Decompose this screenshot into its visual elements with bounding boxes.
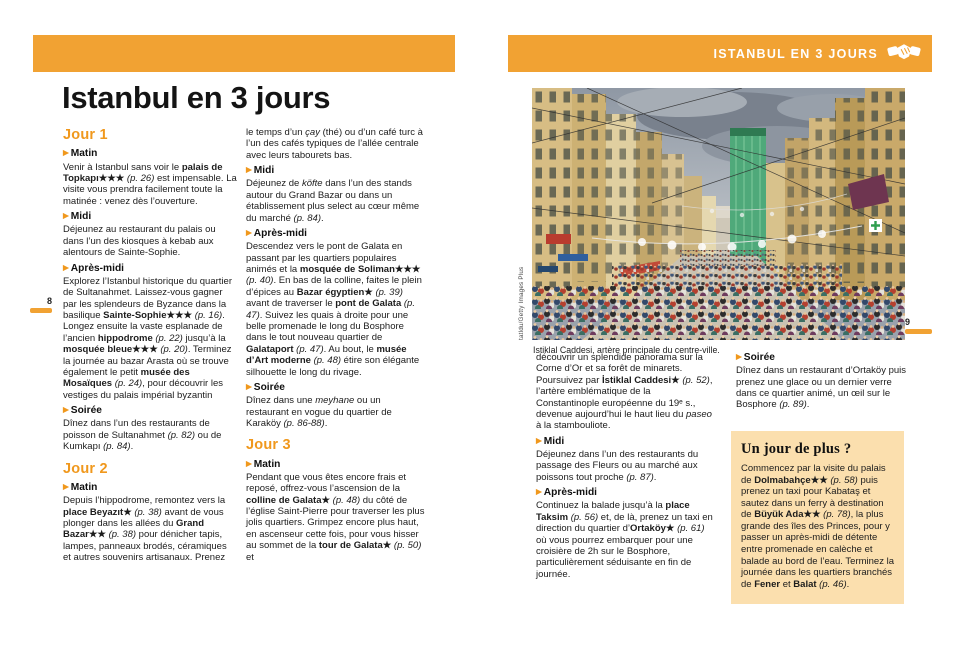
left-page-column-2 — [246, 127, 426, 565]
day-heading: Jour 3 — [246, 437, 291, 454]
triangle-bullet-icon: ▶ — [63, 211, 69, 221]
page-number-left — [30, 296, 52, 313]
itinerary-paragraph: Dînez dans un restaurant d’Ortaköy puis prenez une glace ou un dernier verre dans ce quartier animé, un œil sur le Bosphore (p. 89). — [736, 365, 907, 411]
page-number-right-value: 9 — [905, 317, 911, 327]
day-heading: Jour 2 — [63, 460, 108, 477]
time-slot-heading — [246, 228, 426, 240]
time-slot-label: Après-midi — [70, 262, 124, 274]
handshake-icon — [887, 40, 921, 68]
page-number-left-value: 8 — [46, 296, 52, 306]
triangle-bullet-icon: ▶ — [246, 227, 252, 237]
triangle-bullet-icon: ▶ — [63, 262, 69, 272]
time-slot-heading — [63, 211, 237, 223]
section-header-label: ISTANBUL EN 3 JOURS — [713, 46, 878, 61]
itinerary-paragraph: Venir à Istanbul sans voir le palais de Topkapı★★★ (p. 26) est impensable. La visite vous prendra facilement toute la matinée : venez dès l’ouverture. — [63, 161, 237, 207]
left-page-column-1 — [63, 127, 237, 566]
triangle-bullet-icon: ▶ — [536, 435, 542, 445]
time-slot-heading — [63, 148, 237, 160]
photo-credit: tatldu/Getty Images Plus — [518, 266, 525, 340]
itinerary-paragraph: le temps d’un çay (thé) ou d’un café turc à l’un des cafés typiques de l’allée centrale avec leurs tabourets bas. — [246, 127, 423, 161]
photo-caption: Istiklal Caddesi, artère principale du centre-ville. — [533, 345, 720, 355]
itinerary-paragraph: Depuis l’hippodrome, remontez vers la place Beyazıt★ (p. 38) avant de vous plonger dans les allées du Grand Bazar★★ (p. 38) pour dénicher tapis, lampes, panneaux brodés, céramiques et autres souvenirs artisanaux. Prenez — [63, 495, 227, 564]
time-slot-heading — [63, 263, 237, 275]
itinerary-paragraph: Explorez l’Istanbul historique du quartier de Sultanahmet. Laissez-vous gagner par les splendeurs de Byzance dans la basilique Sainte-Sophie★★★ (p. 16). Longez ensuite la vaste esplanade de l’ancien hippodrome (p. 22) jusqu’à la mosquée bleue★★★ (p. 20). Terminez la journée au bazar Arasta où se trouve également le petit musée des Mosaïques (p. 24), pour découvrir les vestiges du palais impérial byzantin — [63, 275, 232, 401]
time-slot-label: Soirée — [743, 352, 775, 363]
itinerary-paragraph: Continuez la balade jusqu’à la place Taksim (p. 56) et, de là, prenez un taxi en direction du quartier d’Ortaköy★ (p. 61) où vous pourrez embarquer pour une croisière de 2h sur le Bosphore, particulièrement séduisante en fin de journée. — [536, 500, 713, 580]
triangle-bullet-icon: ▶ — [63, 148, 69, 158]
itinerary-paragraph: découvrir un splendide panorama sur la Corne d’Or et sa forêt de minarets. Poursuivez par İstiklal Caddesi★ (p. 52), l’artère emblématique de la Constantinople européenne du 19ᵉ s., devenue aujourd’hui le haut lieu du paseo à la stambouliote. — [536, 352, 713, 432]
extra-day-box-title: Un jour de plus ? — [741, 441, 852, 457]
triangle-bullet-icon: ▶ — [246, 458, 252, 468]
triangle-bullet-icon: ▶ — [246, 381, 252, 391]
time-slot-label: Matin — [70, 481, 98, 493]
time-slot-label: Midi — [543, 435, 565, 447]
page-number-tick — [905, 329, 932, 334]
day-heading: Jour 1 — [63, 127, 108, 143]
triangle-bullet-icon: ▶ — [536, 487, 542, 497]
extra-day-box-text: Commencez par la visite du palais de Dolmabahçe★★ (p. 58) puis prenez un taxi pour Kabataş et sautez dans un ferry à destination de Büyük Ada★★ (p. 78), la plus grande des îles des Princes, pour y passer un après-midi de détente entre promenade en calèche et balade au bord de l’eau. Terminez la journée dans les quartiers branchés de Fener et Balat (p. 46). — [741, 463, 894, 590]
time-slot-heading — [536, 487, 715, 499]
itinerary-paragraph: Pendant que vous êtes encore frais et reposé, offrez-vous l’ascension de la colline de Galata★ (p. 48) du côté de l’église Saint-Pierre pour traverser les plus jolis quartiers. Grimpez encore plus haut, en ascenseur cette fois, pour vous hisser au sommet de la tour de Galata★ (p. 50) et — [246, 471, 425, 563]
time-slot-heading — [63, 482, 237, 494]
page-number-right — [905, 317, 932, 334]
right-page-column-1 — [536, 352, 715, 582]
time-slot-heading — [536, 436, 715, 448]
triangle-bullet-icon: ▶ — [246, 165, 252, 175]
itinerary-paragraph: Déjeunez de köfte dans l’un des stands autour du Grand Bazar ou dans un établissement plus select au cœur même du marché (p. 84). — [246, 178, 420, 224]
triangle-bullet-icon: ▶ — [63, 405, 69, 415]
right-page-header-bar — [508, 35, 932, 72]
left-page-header-bar — [33, 35, 455, 72]
triangle-bullet-icon: ▶ — [736, 352, 742, 361]
time-slot-heading — [63, 405, 237, 417]
right-page-column-2 — [736, 352, 909, 413]
itinerary-paragraph: Déjeunez au restaurant du palais ou dans l’un des kiosques à kebab aux alentours de Sainte-Sophie. — [63, 224, 216, 259]
itinerary-paragraph: Dînez dans une meyhane ou un restaurant en vogue du quartier de Karaköy (p. 86-88). — [246, 395, 392, 429]
page-number-tick — [30, 308, 52, 313]
time-slot-label: Matin — [70, 148, 98, 160]
time-slot-label: Midi — [70, 211, 92, 223]
itinerary-paragraph: Descendez vers le pont de Galata en passant par les quartiers populaires animés et la mosquée de Soliman★★★ (p. 40). En bas de la colline, faites le plein d’épices au Bazar égyptien★ (p. 39) avant de traverser le pont de Galata (p. 47). Suivez les quais à droite pour une belle promenade le long du Bosphore dans le tout nouveau quartier de Galataport (p. 47). Au bout, le musée d’Art moderne (p. 48) étire son élégante silhouette le long du rivage. — [246, 241, 422, 378]
time-slot-label: Soirée — [70, 405, 102, 417]
extra-day-box — [731, 431, 904, 604]
time-slot-heading — [246, 165, 426, 177]
time-slot-label: Matin — [253, 458, 281, 470]
time-slot-label: Après-midi — [253, 227, 307, 239]
itinerary-paragraph: Déjeunez dans l’un des restaurants du passage des Fleurs ou au marché aux poissons tout proche (p. 87). — [536, 448, 699, 483]
triangle-bullet-icon: ▶ — [63, 481, 69, 491]
time-slot-heading — [246, 382, 426, 394]
street-photo — [532, 88, 905, 340]
time-slot-label: Midi — [253, 165, 275, 177]
itinerary-paragraph: Dînez dans l’un des restaurants de poisson de Sultanahmet (p. 82) ou de Kumkapı (p. 84). — [63, 418, 222, 453]
time-slot-heading — [246, 459, 426, 471]
page-title: Istanbul en 3 jours — [62, 80, 331, 115]
time-slot-label: Soirée — [253, 381, 285, 393]
time-slot-heading — [736, 352, 909, 364]
time-slot-label: Après-midi — [543, 487, 597, 499]
